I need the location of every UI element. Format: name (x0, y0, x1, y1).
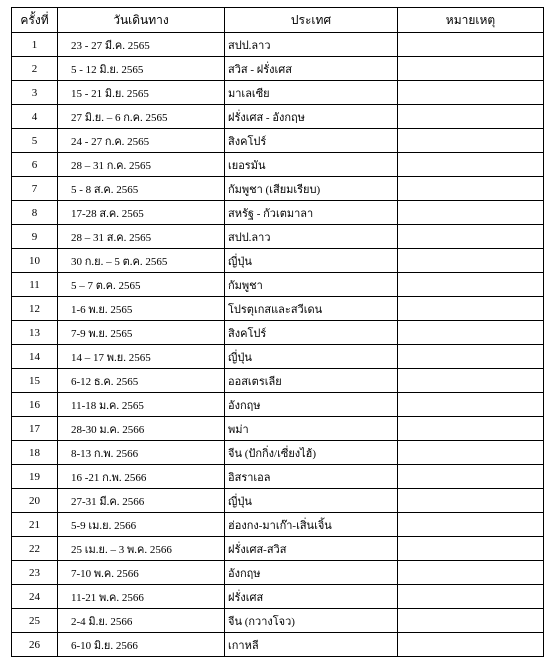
cell-no: 16 (12, 393, 58, 417)
cell-no: 14 (12, 345, 58, 369)
table-row (12, 513, 544, 537)
cell-date: 27-31 มี.ค. 2566 (58, 489, 225, 513)
cell-no: 6 (12, 153, 58, 177)
cell-no: 3 (12, 81, 58, 105)
table-row (12, 345, 544, 369)
cell-country: จีน (ปักกิ่ง/เซี่ยงไฮ้) (225, 441, 398, 465)
cell-date: 25 เม.ย. – 3 พ.ค. 2566 (58, 537, 225, 561)
header-note: หมายเหตุ (398, 8, 544, 33)
cell-date: 6-12 ธ.ค. 2565 (58, 369, 225, 393)
cell-date: 28 – 31 ก.ค. 2565 (58, 153, 225, 177)
cell-country: ฝรั่งเศส - อังกฤษ (225, 105, 398, 129)
table-row (12, 417, 544, 441)
cell-no: 25 (12, 609, 58, 633)
table-row (12, 201, 544, 225)
cell-country: อังกฤษ (225, 393, 398, 417)
travel-table (11, 7, 544, 657)
cell-date: 17-28 ส.ค. 2565 (58, 201, 225, 225)
cell-date: 15 - 21 มิ.ย. 2565 (58, 81, 225, 105)
cell-no: 10 (12, 249, 58, 273)
table-row (12, 225, 544, 249)
table-row (12, 441, 544, 465)
cell-date: 7-10 พ.ค. 2566 (58, 561, 225, 585)
cell-no: 12 (12, 297, 58, 321)
cell-no: 4 (12, 105, 58, 129)
cell-note (398, 105, 544, 129)
cell-date: 1-6 พ.ย. 2565 (58, 297, 225, 321)
table-row (12, 297, 544, 321)
cell-note (398, 129, 544, 153)
header-no: ครั้งที่ (12, 8, 58, 33)
table-row (12, 585, 544, 609)
cell-note (398, 81, 544, 105)
header-row (12, 8, 544, 33)
cell-date: 8-13 ก.พ. 2566 (58, 441, 225, 465)
cell-country: เยอรมัน (225, 153, 398, 177)
cell-note (398, 33, 544, 57)
table-row (12, 177, 544, 201)
cell-note (398, 393, 544, 417)
cell-note (398, 57, 544, 81)
cell-note (398, 225, 544, 249)
cell-date: 28 – 31 ส.ค. 2565 (58, 225, 225, 249)
table-row (12, 609, 544, 633)
table-row (12, 369, 544, 393)
table-row (12, 57, 544, 81)
cell-date: 30 ก.ย. – 5 ต.ค. 2565 (58, 249, 225, 273)
cell-note (398, 153, 544, 177)
cell-no: 17 (12, 417, 58, 441)
cell-date: 11-18 ม.ค. 2565 (58, 393, 225, 417)
cell-country: สหรัฐ - กัวเตมาลา (225, 201, 398, 225)
cell-date: 5 – 7 ต.ค. 2565 (58, 273, 225, 297)
cell-country: สปป.ลาว (225, 33, 398, 57)
cell-note (398, 201, 544, 225)
table-row (12, 393, 544, 417)
cell-note (398, 321, 544, 345)
cell-note (398, 273, 544, 297)
cell-note (398, 369, 544, 393)
cell-country: สิงคโปร์ (225, 321, 398, 345)
cell-date: 23 - 27 มี.ค. 2565 (58, 33, 225, 57)
cell-note (398, 417, 544, 441)
cell-note (398, 585, 544, 609)
cell-date: 27 มิ.ย. – 6 ก.ค. 2565 (58, 105, 225, 129)
cell-note (398, 633, 544, 657)
cell-country: ญี่ปุ่น (225, 345, 398, 369)
cell-country: สิงคโปร์ (225, 129, 398, 153)
cell-date: 24 - 27 ก.ค. 2565 (58, 129, 225, 153)
table-row (12, 129, 544, 153)
cell-date: 5 - 8 ส.ค. 2565 (58, 177, 225, 201)
cell-country: ฝรั่งเศส (225, 585, 398, 609)
cell-no: 18 (12, 441, 58, 465)
table-row (12, 633, 544, 657)
cell-no: 23 (12, 561, 58, 585)
table-row (12, 81, 544, 105)
cell-note (398, 537, 544, 561)
cell-country: ญี่ปุ่น (225, 489, 398, 513)
cell-no: 26 (12, 633, 58, 657)
cell-note (398, 489, 544, 513)
cell-note (398, 441, 544, 465)
cell-date: 7-9 พ.ย. 2565 (58, 321, 225, 345)
cell-date: 5 - 12 มิ.ย. 2565 (58, 57, 225, 81)
table-row (12, 249, 544, 273)
cell-date: 6-10 มิ.ย. 2566 (58, 633, 225, 657)
table-row (12, 537, 544, 561)
cell-no: 8 (12, 201, 58, 225)
cell-country: ออสเตรเลีย (225, 369, 398, 393)
cell-no: 9 (12, 225, 58, 249)
table-row (12, 489, 544, 513)
cell-country: สวิส - ฝรั่งเศส (225, 57, 398, 81)
table-row (12, 153, 544, 177)
cell-no: 11 (12, 273, 58, 297)
cell-no: 20 (12, 489, 58, 513)
cell-date: 14 – 17 พ.ย. 2565 (58, 345, 225, 369)
cell-no: 21 (12, 513, 58, 537)
cell-no: 13 (12, 321, 58, 345)
table-row (12, 273, 544, 297)
cell-note (398, 513, 544, 537)
cell-no: 5 (12, 129, 58, 153)
cell-country: มาเลเซีย (225, 81, 398, 105)
cell-country: ญี่ปุ่น (225, 249, 398, 273)
table-row (12, 561, 544, 585)
cell-country: อิสราเอล (225, 465, 398, 489)
table-row (12, 33, 544, 57)
cell-note (398, 465, 544, 489)
cell-date: 5-9 เม.ย. 2566 (58, 513, 225, 537)
cell-note (398, 249, 544, 273)
cell-country: กัมพูชา (225, 273, 398, 297)
cell-no: 19 (12, 465, 58, 489)
cell-no: 2 (12, 57, 58, 81)
cell-no: 7 (12, 177, 58, 201)
cell-country: กัมพูชา (เสียมเรียบ) (225, 177, 398, 201)
cell-country: สปป.ลาว (225, 225, 398, 249)
cell-note (398, 177, 544, 201)
table-row (12, 465, 544, 489)
header-country: ประเทศ (225, 8, 398, 33)
cell-date: 16 -21 ก.พ. 2566 (58, 465, 225, 489)
cell-country: โปรตุเกสและสวีเดน (225, 297, 398, 321)
cell-note (398, 345, 544, 369)
header-date: วันเดินทาง (58, 8, 225, 33)
cell-note (398, 297, 544, 321)
cell-country: เกาหลี (225, 633, 398, 657)
table-body (12, 33, 544, 657)
cell-no: 22 (12, 537, 58, 561)
cell-country: จีน (กวางโจว) (225, 609, 398, 633)
cell-no: 15 (12, 369, 58, 393)
cell-note (398, 609, 544, 633)
travel-schedule (11, 7, 544, 657)
table-row (12, 321, 544, 345)
table-row (12, 105, 544, 129)
cell-country: อังกฤษ (225, 561, 398, 585)
cell-country: ฮ่องกง-มาเก๊า-เสิ่นเจิ้น (225, 513, 398, 537)
cell-note (398, 561, 544, 585)
cell-date: 2-4 มิ.ย. 2566 (58, 609, 225, 633)
cell-date: 11-21 พ.ค. 2566 (58, 585, 225, 609)
cell-no: 1 (12, 33, 58, 57)
cell-no: 24 (12, 585, 58, 609)
cell-date: 28-30 ม.ค. 2566 (58, 417, 225, 441)
cell-country: พม่า (225, 417, 398, 441)
cell-country: ฝรั่งเศส-สวิส (225, 537, 398, 561)
